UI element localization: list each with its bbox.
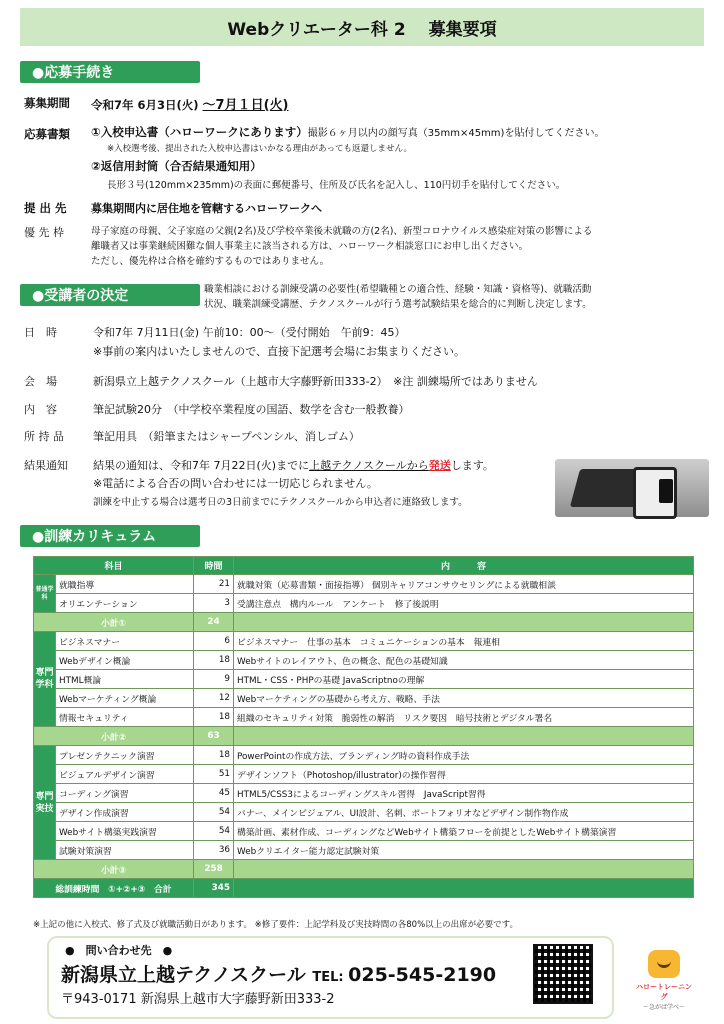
- contact-heading: ● 問い合わせ先 ●: [65, 944, 173, 957]
- table-row: Webマーケティング概論 12 Webマーケティングの基礎から考え方、戦略、手法: [34, 689, 694, 708]
- category-a: 普通学科: [34, 575, 56, 613]
- qr-code-icon[interactable]: [533, 944, 593, 1004]
- curriculum-footnote: ※上記の他に入校式、修了式及び就職活動日があります。 ※修了要件：上記学科及び実技時間の各80%以上の出席が必要です。: [33, 920, 518, 930]
- submit-value: 募集期間内に居住地を管轄するハローワークへ: [91, 202, 322, 215]
- subtotal-row: 小計② 63: [34, 727, 694, 746]
- doc2-desc: 長形３号(120mm×235mm)の表面に郵便番号、住所及び氏名を記入し、110円切手を貼付してください。: [107, 180, 566, 191]
- table-row: 普通学科 就職指導 21 就職対策（応募書類・面接指導） 個別キャリアコンサウセリングによる就職相談: [34, 575, 694, 594]
- docs-label: 応募書類: [24, 127, 70, 141]
- logo-tagline: ～急がば学べ～: [642, 1004, 685, 1011]
- venue-value: 新潟県立上越テクノスクール（上越市大字藤野新田333-2） ※注 訓練場所ではありません: [93, 375, 538, 388]
- period-value: 令和7年 6月3日(火) ～7月１日(火): [91, 98, 289, 113]
- subtotal-row: 小計① 24: [34, 613, 694, 632]
- logo-name: ハロートレーニング: [636, 983, 692, 1001]
- hello-training-logo: [634, 950, 694, 1014]
- total-row: 総訓練時間 ①+②+③ 合計 345: [34, 879, 694, 898]
- priority-line3: ただし、優先枠は合格を確約するものではありません。: [91, 256, 330, 267]
- result-note-1: ※電話による合否の問い合わせには一切応じられません。: [93, 477, 378, 490]
- laptop-tablet-photo: [555, 459, 709, 517]
- curriculum-table: [33, 556, 694, 898]
- table-row: コーディング演習 45 HTML5/CSS3によるコーディングスキル習得 JavaScript習得: [34, 784, 694, 803]
- period-label: 募集期間: [24, 96, 70, 110]
- table-row: Webデザイン概論 18 Webサイトのレイアウト、色の概念、配色の基礎知識: [34, 651, 694, 670]
- content-value: 筆記試験20分 （中学校卒業程度の国語、数学を含む一般教養）: [93, 403, 410, 416]
- table-row: 試験対策演習 36 Webクリエイター能力認定試験対策: [34, 841, 694, 860]
- table-row: 専門実技 プレゼンテクニック演習 18 PowerPointの作成方法、ブランディング時の資料作成手法: [34, 746, 694, 765]
- select-intro-2: 状況、職業訓練受講歴、テクノスクールが行う選考試験結果を総合的に判断し決定します。: [204, 299, 592, 310]
- section-apply-header: ●応募手続き: [20, 61, 200, 83]
- select-intro-1: 職業相談における訓練受講の必要性(希望職種との適合性、経験・知識・資格等)、就職活動: [204, 284, 592, 295]
- logo-face-icon: [648, 950, 680, 978]
- table-row: デザイン作成演習 54 バナー、メインビジュアル、UI設計、名刺、ポートフォリオなどデザイン制作物作成: [34, 803, 694, 822]
- doc2-title: ②返信用封筒（合否結果通知用）: [91, 159, 262, 173]
- table-row: オリエンテーション 3 受講注意点 構内ルール アンケート 修了後説明: [34, 594, 694, 613]
- contact-school: 新潟県立上越テクノスクール TEL: 025-545-2190: [61, 964, 497, 986]
- result-label: 結果通知: [24, 459, 68, 472]
- result-note-2: 訓練を中止する場合は選考日の3日前までにテクノスクールから申込者に連絡致します。: [93, 497, 468, 508]
- table-row: 情報セキュリティ 18 組織のセキュリティ対策 脆弱性の解消 リスク要因 暗号技術とデジタル署名: [34, 708, 694, 727]
- priority-label: 優 先 枠: [24, 226, 64, 239]
- table-row: ビジュアルデザイン演習 51 デザインソフト（Photoshop/illustrator)の操作習得: [34, 765, 694, 784]
- venue-label: 会 場: [24, 375, 57, 388]
- items-label: 所 持 品: [24, 430, 64, 443]
- doc1: ①入校申込書（ハローワークにあります）撮影６ヶ月以内の顔写真（35mm×45mm)を貼付してください。: [91, 125, 605, 139]
- submit-label: 提 出 先: [24, 201, 67, 215]
- contact-address: 〒943-0171 新潟県上越市大字藤野新田333-2: [61, 992, 335, 1007]
- priority-line1: 母子家庭の母親、父子家庭の父親(2名)及び学校卒業後未就職の方(2名)、新型コロナウイルス感染症対策の影響による: [91, 226, 593, 237]
- table-row: Webサイト構築実践演習 54 構築計画、素材作成、コーディングなどWebサイト構築フローを前提としたWebサイト構築演習: [34, 822, 694, 841]
- header-subject: 科目: [34, 557, 194, 575]
- items-value: 筆記用具 （鉛筆またはシャープペンシル、消しゴム）: [93, 430, 360, 443]
- category-c: 専門実技: [34, 746, 56, 860]
- section-curriculum-header: ●訓練カリキュラム: [20, 525, 200, 547]
- header-hours: 時間: [194, 557, 234, 575]
- result-value: 結果の通知は、令和7年 7月22日(火)までに上越テクノスクールから発送します。: [93, 459, 494, 472]
- subtotal-row: 小計③ 258: [34, 860, 694, 879]
- date-note: ※事前の案内はいたしませんので、直接下記選考会場にお集まりください。: [93, 345, 465, 358]
- phone-shape: [659, 479, 673, 503]
- doc1-note: ※入校選考後、提出された入校申込書はいかなる理由があっても返還しません。: [107, 144, 413, 154]
- table-row: 専門学科 ビジネスマナー 6 ビジネスマナー 仕事の基本 コミュニケーションの基本 報連相: [34, 632, 694, 651]
- date-value: 令和7年 7月11日(金) 午前10：00～（受付開始 午前9：45）: [93, 326, 406, 339]
- header-content: 内 容: [234, 557, 694, 575]
- section-select-header: ●受講者の決定: [20, 284, 200, 306]
- date-label: 日 時: [24, 326, 57, 339]
- priority-line2: 離職者又は事業継続困難な個人事業主に該当される方は、ハローワーク相談窓口にお申し出ください。: [91, 241, 529, 252]
- page-title: Webクリエーター科 2 募集要項: [20, 8, 704, 46]
- content-label: 内 容: [24, 403, 57, 416]
- table-row: HTML概論 9 HTML・CSS・PHPの基礎 JavaScriptnoの理解: [34, 670, 694, 689]
- category-b: 専門学科: [34, 632, 56, 727]
